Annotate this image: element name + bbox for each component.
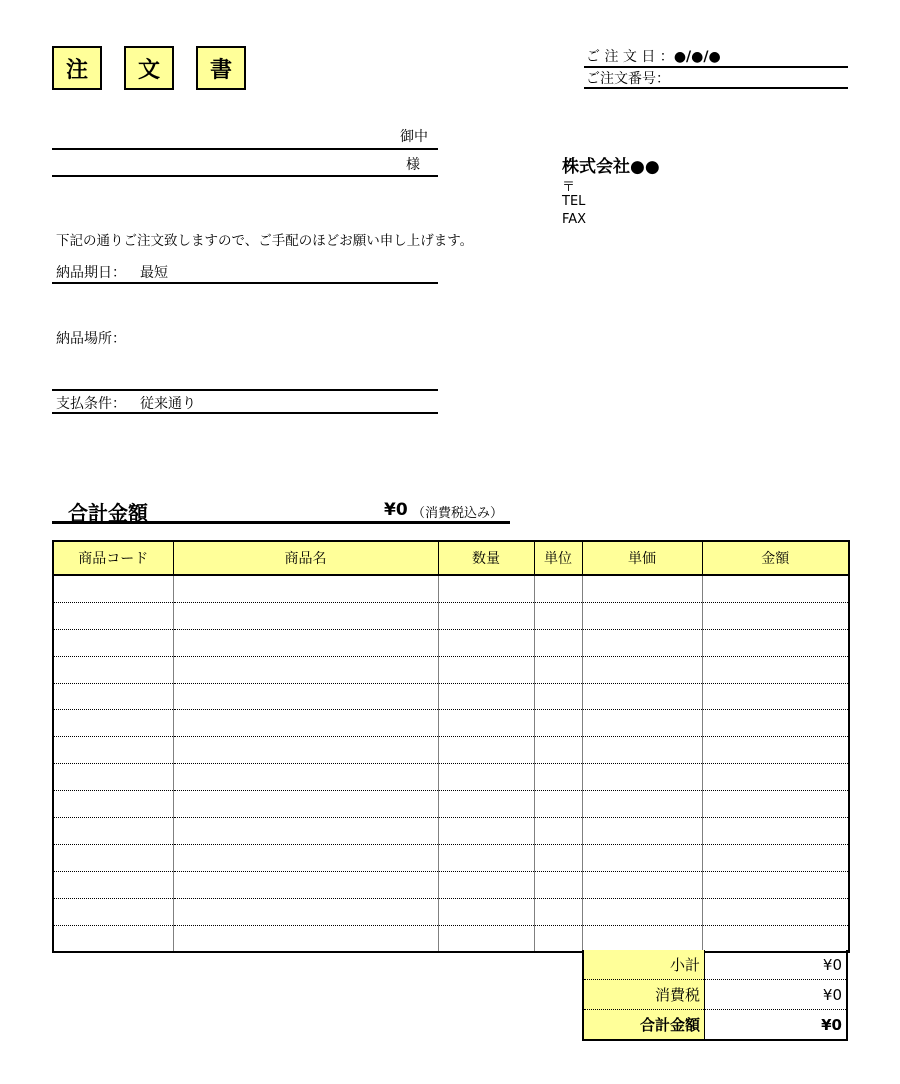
table-cell[interactable] <box>53 818 173 845</box>
table-cell[interactable] <box>534 710 582 737</box>
table-cell[interactable] <box>702 575 849 602</box>
table-cell[interactable] <box>173 710 438 737</box>
table-cell[interactable] <box>582 925 702 952</box>
table-cell[interactable] <box>53 710 173 737</box>
table-cell[interactable] <box>173 737 438 764</box>
order-number-label: ご注文番号： <box>586 71 670 87</box>
total-underline <box>52 521 510 524</box>
table-row <box>53 764 849 791</box>
table-cell[interactable] <box>702 764 849 791</box>
table-cell[interactable] <box>702 791 849 818</box>
table-cell[interactable] <box>438 683 534 710</box>
header-unit: 単位 <box>534 541 582 575</box>
table-cell[interactable] <box>438 602 534 629</box>
recipient-sama-line <box>52 175 438 177</box>
items-body <box>53 575 849 952</box>
table-cell[interactable] <box>173 683 438 710</box>
table-cell[interactable] <box>702 871 849 898</box>
company-name: 株式会社●● <box>562 157 660 177</box>
table-cell[interactable] <box>173 818 438 845</box>
total-amount: ¥0 <box>384 500 408 520</box>
tax-value: ¥0 <box>705 980 848 1010</box>
table-cell[interactable] <box>173 871 438 898</box>
delivery-date-value: 最短 <box>140 265 168 281</box>
table-cell[interactable] <box>534 871 582 898</box>
table-cell[interactable] <box>53 629 173 656</box>
delivery-date-line <box>52 282 438 284</box>
table-cell[interactable] <box>53 656 173 683</box>
table-cell[interactable] <box>173 898 438 925</box>
table-cell[interactable] <box>582 656 702 683</box>
table-cell[interactable] <box>582 629 702 656</box>
total-tax-note: （消費税込み） <box>412 506 504 521</box>
table-cell[interactable] <box>582 683 702 710</box>
header-product-name: 商品名 <box>173 541 438 575</box>
table-cell[interactable] <box>702 602 849 629</box>
table-cell[interactable] <box>173 575 438 602</box>
summary-row-tax <box>583 980 847 1010</box>
table-cell[interactable] <box>534 925 582 952</box>
table-cell[interactable] <box>534 818 582 845</box>
table-row <box>53 925 849 952</box>
table-cell[interactable] <box>534 764 582 791</box>
table-cell[interactable] <box>702 629 849 656</box>
title-char-1: 注 <box>52 46 102 90</box>
order-date <box>586 46 721 66</box>
table-cell[interactable] <box>173 656 438 683</box>
table-cell[interactable] <box>53 764 173 791</box>
summary-row-total <box>583 1010 847 1041</box>
title-char-2: 文 <box>124 46 174 90</box>
table-cell[interactable] <box>53 871 173 898</box>
tax-label: 消費税 <box>583 980 705 1010</box>
table-cell[interactable] <box>438 737 534 764</box>
payment-terms-value: 従来通り <box>140 396 196 412</box>
table-cell[interactable] <box>53 575 173 602</box>
subtotal-label: 小計 <box>583 950 705 980</box>
table-cell[interactable] <box>53 844 173 871</box>
table-cell[interactable] <box>53 791 173 818</box>
items-header-row <box>53 541 849 575</box>
table-cell[interactable] <box>534 602 582 629</box>
header-quantity: 数量 <box>438 541 534 575</box>
table-cell[interactable] <box>534 898 582 925</box>
intro-text: 下記の通りご注文致しますので、ご手配のほどお願い申し上げます。 <box>56 233 474 249</box>
table-cell[interactable] <box>173 629 438 656</box>
table-cell[interactable] <box>438 818 534 845</box>
table-cell[interactable] <box>173 602 438 629</box>
table-cell[interactable] <box>582 575 702 602</box>
table-cell[interactable] <box>173 844 438 871</box>
table-cell[interactable] <box>702 818 849 845</box>
table-cell[interactable] <box>582 602 702 629</box>
payment-terms-label: 支払条件： <box>56 396 126 412</box>
order-date-label: ご 注 文 日 ： <box>586 49 674 65</box>
table-row <box>53 629 849 656</box>
table-row <box>53 818 849 845</box>
table-cell[interactable] <box>582 737 702 764</box>
table-row <box>53 575 849 602</box>
summary-table <box>582 950 848 1041</box>
table-cell[interactable] <box>702 898 849 925</box>
table-row <box>53 898 849 925</box>
table-row <box>53 710 849 737</box>
table-row <box>53 656 849 683</box>
table-cell[interactable] <box>534 656 582 683</box>
table-cell[interactable] <box>173 791 438 818</box>
table-cell[interactable] <box>582 791 702 818</box>
header-product-code: 商品コード <box>53 541 173 575</box>
payment-terms-top-line <box>52 389 438 391</box>
company-fax: FAX <box>562 212 587 227</box>
total-label: 合計金額 <box>68 501 148 525</box>
title-char-3: 書 <box>196 46 246 90</box>
table-cell[interactable] <box>702 683 849 710</box>
table-cell[interactable] <box>534 737 582 764</box>
recipient-onchu-line <box>52 148 438 150</box>
table-cell[interactable] <box>702 656 849 683</box>
items-table <box>52 540 850 953</box>
recipient-onchu: 御中 <box>400 129 428 145</box>
table-row <box>53 602 849 629</box>
table-cell[interactable] <box>438 575 534 602</box>
header-unit-price: 単価 <box>582 541 702 575</box>
delivery-date-label: 納品期日： <box>56 265 126 281</box>
table-row <box>53 791 849 818</box>
table-cell[interactable] <box>534 629 582 656</box>
table-cell[interactable] <box>53 898 173 925</box>
table-cell[interactable] <box>438 629 534 656</box>
table-cell[interactable] <box>582 818 702 845</box>
table-cell[interactable] <box>534 791 582 818</box>
grand-total-value: ¥0 <box>821 1015 842 1034</box>
table-cell[interactable] <box>702 925 849 952</box>
subtotal-value: ¥0 <box>705 950 848 980</box>
table-cell[interactable] <box>438 844 534 871</box>
delivery-date <box>56 262 168 282</box>
table-cell[interactable] <box>438 710 534 737</box>
order-date-value: ●/●/● <box>673 49 721 65</box>
order-number-underline <box>584 87 848 89</box>
table-cell[interactable] <box>438 656 534 683</box>
table-cell[interactable] <box>582 871 702 898</box>
table-cell[interactable] <box>534 683 582 710</box>
grand-total-label: 合計金額 <box>583 1010 705 1041</box>
table-cell[interactable] <box>438 925 534 952</box>
table-row <box>53 871 849 898</box>
table-row <box>53 737 849 764</box>
table-cell[interactable] <box>53 602 173 629</box>
table-cell[interactable] <box>53 683 173 710</box>
payment-terms <box>56 393 196 413</box>
table-cell[interactable] <box>173 925 438 952</box>
table-cell[interactable] <box>534 844 582 871</box>
table-cell[interactable] <box>702 844 849 871</box>
table-cell[interactable] <box>438 871 534 898</box>
table-cell[interactable] <box>534 575 582 602</box>
header-amount: 金額 <box>702 541 849 575</box>
table-cell[interactable] <box>438 791 534 818</box>
table-cell[interactable] <box>438 898 534 925</box>
table-cell[interactable] <box>582 764 702 791</box>
table-cell[interactable] <box>173 764 438 791</box>
table-cell[interactable] <box>582 898 702 925</box>
table-cell[interactable] <box>582 710 702 737</box>
payment-terms-line <box>52 412 438 414</box>
table-cell[interactable] <box>702 737 849 764</box>
table-row <box>53 683 849 710</box>
table-cell[interactable] <box>53 925 173 952</box>
table-cell[interactable] <box>53 737 173 764</box>
summary-row-subtotal <box>583 950 847 980</box>
table-cell[interactable] <box>582 844 702 871</box>
recipient-sama: 様 <box>406 157 420 173</box>
table-row <box>53 844 849 871</box>
delivery-place-label: 納品場所： <box>56 331 126 347</box>
table-cell[interactable] <box>438 764 534 791</box>
company-postal: 〒 <box>562 180 576 195</box>
table-cell[interactable] <box>702 710 849 737</box>
company-tel: TEL <box>562 194 586 209</box>
